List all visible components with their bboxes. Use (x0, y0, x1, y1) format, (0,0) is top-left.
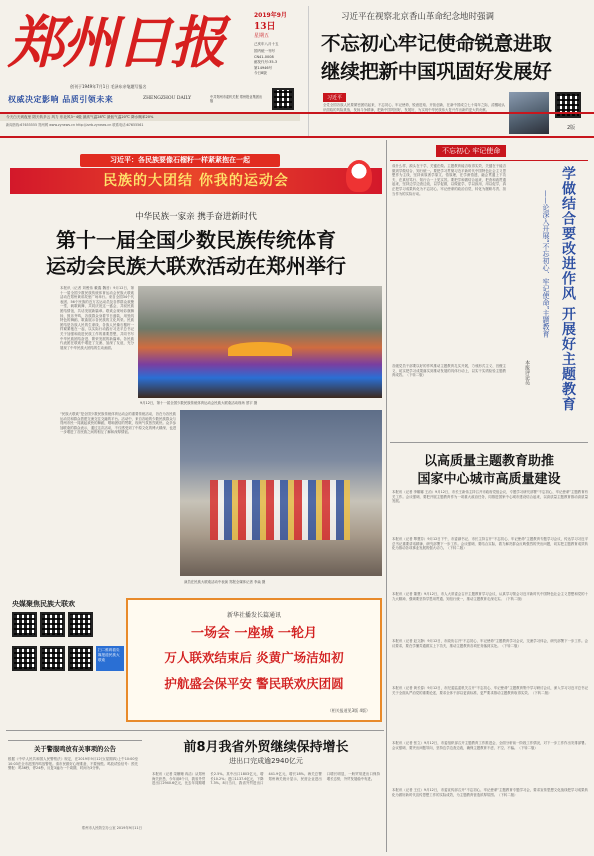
hotline-text: 新闻热线:67655555 郑州网 www.zynews.cn http://zzrb.zynews.cn 联系电话:67655561 (6, 123, 144, 127)
right-news-item: 本报讯（记者 赵文静）9月12日，市政协召开“不忘初心、牢记使命”主题教育学习会议，交流学习体会，研究部署下一步工作。会议要求，要在学懂弄通做实上下功夫，推动主题教育各项任务落到实处。（下转二版） (392, 639, 588, 648)
section-rule (0, 136, 594, 138)
notice-title: 关于警服鸣放有关事项的公告 (34, 746, 116, 753)
issue-weekday: 星期五 (254, 33, 270, 39)
lunar-date: 己亥年八月十五 (254, 42, 279, 46)
commentary-byline: 本报评论员 (524, 360, 530, 385)
banner-main-text: 民族的大团结 你我的运动会 (103, 173, 289, 189)
media-qr-code-1 (12, 612, 37, 637)
newspaper-logo: 郑州日报 (8, 10, 224, 76)
column-divider (386, 140, 387, 852)
dancers (210, 480, 350, 540)
top-story-tag: 习近平 (323, 93, 346, 102)
issue-date: 2019年9月 (254, 12, 287, 19)
trade-headline: 前8月我省外贸继续保持增长 (183, 740, 349, 755)
right-section-label: 不忘初心 牢记使命 (436, 145, 506, 157)
bottom-rule (6, 730, 384, 731)
banner-top-text: 习近平：各民族要像石榴籽一样紧紧抱在一起 (110, 156, 250, 164)
commentary-body: 成什么样，源头在于学，关键在做。主题教育能否取得实效，关键在于能否做到学做结合、知行统一。要把学习贯彻习近平新时代中国特色社会主义思想作为主线，坚持读原著学原文、悟原理，在学深悟透、融会贯通上下功夫，在真信笃行、知行合一上见实效。要把学和做结合起来，把查和改贯通起来，坚持边学边查边改，以学促做，以做促学，学以致用，用以促学，真正把学习成果转化为不忘初心、牢记使命的政治自觉，转化为履职尽责、担当作为的实际行动。 (392, 164, 506, 196)
issue-info: 国内统一刊号 CN41-0008 邮发代号:35-3 第14946号 今日8版 (254, 49, 278, 75)
trade-body: 本报讯（记者 栾姗姗 冉洁）从郑州海关获悉，今年前8个月，我省外贸进出口2940.6亿元，比去年同期增长2.5%。其中出口1803亿元，增长10.2%；进口1137.6亿元，下降7.3%。8月当月，我省外贸进出口441.9亿元，增长18%。海关总署郑州海关统计显示，民营企业进出口增长明显，一般贸易进出口保持增长态势，外贸发展稳中有进。 (152, 772, 380, 786)
media-qr-code-3 (68, 612, 93, 637)
top-story-kicker: 习近平在视察北京香山革命纪念地时强调 (341, 12, 495, 22)
date-panel (254, 10, 302, 77)
lead-body: 本报讯（记者 刘俊伟 戴鑫 魏晋）9月12日，第十一届全国少数民族传统体育运动会民族大联欢活动在郑州黄帝故里广场举行。来自全国34个代表团、56个民族的近万名运动员及各界群众欢聚一堂，载歌载舞，共同庆祝这一盛会，共叙民族团结情谊，共话发展新篇章。联欢会现场彩旗飘扬，鼓乐齐鸣，各族群众身着节日盛装，用独具特色的舞蹈、歌曲展示各民族的文化风采。民族团结是各族人民的生命线，各族人民像石榴籽一样紧紧抱在一起，以实际行动践行习近平总书记关于加强和改进民族工作的重要思想，共同书写中华民族团结奋进、繁荣发展的新篇章。各民族代表团在联欢中增进了交流、加深了友谊，充分展现了中华民族大团结的生动画面。 (60, 286, 134, 350)
right-news-list (392, 490, 588, 852)
banner-main (10, 168, 382, 194)
lead-headline-2: 运动会民族大联欢活动在郑州举行 (46, 254, 346, 278)
xinhua-line-3: 护航盛会保平安 警民联欢庆团圆 (164, 676, 344, 691)
slogan: 权威决定影响 品质引领未来 (8, 95, 114, 104)
xinhua-ref: （相关报道见3版 4版） (327, 708, 370, 713)
notice-box (8, 740, 142, 848)
top-story-summary: 全党全国各族人民要紧密团结起来，不忘初心、牢记使命，锐意进取、开拓创新，在新中国成立七十周年之际，清醒地认识面临的风险挑战，发扬斗争精神，把新中国巩固好、发展好，为实现中华民族伟大复兴作出新的更大的贡献。 (323, 103, 505, 112)
media-qr-code-2 (40, 612, 65, 637)
founding-line: 创刊于1949年7月1日 毛泽东亲笔题写报名 (70, 84, 147, 89)
right-headline-1: 以高质量主题教育助推 (423, 454, 554, 469)
media-qr-grid (12, 612, 124, 674)
lead-photo-1 (138, 286, 382, 398)
xinhua-line-1: 一场会 一座城 一轮月 (190, 626, 318, 641)
weather-text: 今天白天到夜里 阴天转多云 风力 东北风3~4级 最高气温28℃ 最低气温20℃ 降水概率20% (6, 115, 154, 119)
right-headline-2: 国家中心城市高质量建设 (417, 472, 561, 487)
right-news-item: 本报讯（记者 黄长春）9月12日，市纪委监委机关召开“不忘初心、牢记使命”主题教育集中学习研讨会议，深入学习习近平总书记关于全面从严治党的重要论述，要求全体干部以更高标准、更严要求推动主题教育取得实效。（下转二版） (392, 686, 588, 695)
xinhua-line-2: 万人联欢结束后 炎黄广场洁如初 (164, 650, 344, 665)
lead-photo-1-caption: 9月12日，第十一届全国少数民族传统体育运动会民族大联欢活动现场 蔡宇 摄 (140, 401, 258, 405)
slogan-en: ZHENGZHOU DAILY (143, 96, 192, 101)
top-story-qr-code (555, 92, 581, 118)
publisher-tagline: 中共郑州市委机关报 郑州报业集团出版 (210, 95, 263, 103)
notice-body: 根据《中华人民共和国人民警察法》规定，在2019年9月12日(星期四)上午10:00至10:03在全市范围内鸣放警报。请市民做好心理准备，不要惊慌。鸣放试验信号：预先警报：鸣36秒，停24秒，反复3遍为一个周期，时间为3分钟。 (8, 757, 138, 771)
media-qr-caption: 扫二维码看央媒报道民族大联欢 (96, 646, 124, 671)
lead-photo-2 (180, 410, 382, 576)
right-news-item: 本报讯（记者 张立）9月12日，市委组织部召开主题教育工作推进会，全面分析前一阶段工作情况，对下一步工作作出安排部署。会议强调，要突出问题导向，坚持边学边查边改，确保主题教育不虚、不空、不偏。（下转二版） (392, 741, 588, 750)
top-story-page-ref: 2版 (567, 125, 576, 131)
media-section-title: 央媒聚焦民族大联欢 (12, 600, 75, 608)
masthead-qr-code (272, 88, 294, 110)
right-news-item: 本报讯（记者 董慧）9月12日，市人大常委会召开主题教育学习会议，认真学习领会习近平新时代中国特色社会主义思想和党的十九大精神，强调要坚持学思用贯通、知信行统一，推动主题教育走深走实。（下转二版） (392, 592, 588, 601)
commentary-body-tail: 各级党员干部要以好的作风推动主题教育扎实开展，力戒形式主义、官僚主义，切实把学习成果落实到推动发展的具体行动上，以实干实绩检验主题教育成效。（下转二版） (392, 364, 506, 378)
lead-kicker: 中华民族一家亲 携手奋进新时代 (135, 212, 257, 222)
lead-headline-1: 第十一届全国少数民族传统体育 (56, 228, 336, 252)
weather-strip (0, 114, 300, 121)
top-story-box (308, 6, 588, 136)
lead-body-continued: “民族大联欢”是全国少数民族传统体育运动会的重要传统活动，旨在为各民族运动员和群众搭建交流交往交融的平台。活动中，来自各地的少数民族群众与郑州市民一同跳起欢快的舞蹈，唱响团结的赞歌，现场气氛热烈欢快。众多参加联欢的群众表示，通过这次活动，不仅感受到了中原文化的博大精深，也进一步增进了各民族之间的相互了解和深厚情谊。 (60, 412, 176, 435)
right-news-item: 本报讯（记者 覃慧芬）9月12日下午，市委副书记、市长主持召开“不忘初心、牢记使命”主题教育专题学习会议，传达学习习近平总书记重要讲话精神，研究部署下一步工作。会议强调，要结合实际，着力解决群众反映强烈的突出问题，切实把主题教育成效转化为推动各项事业发展的强大动力。（下转二版） (392, 537, 588, 551)
notice-sign: 郑州市人民防空办公室 2019年9月11日 (81, 826, 142, 830)
right-divider (390, 442, 588, 443)
commentary-vertical-title: 学做结合要改进作风 开展好主题教育 (560, 166, 576, 412)
banner-top (80, 154, 280, 167)
lead-photo-2-caption: 演员在民族大联欢活动中表演 郑报全媒体记者 李焱 摄 (184, 580, 266, 584)
media-qr-code-6 (68, 646, 93, 671)
xinhua-kicker: 新华社播发长篇通讯 (226, 612, 281, 619)
media-qr-code-4 (12, 646, 37, 671)
right-news-item: 本报讯（记者 李娜娜 王治）9月12日，市长王新伟主持召开市政府党组会议，专题学习研究部署“不忘初心、牢记使命”主题教育有关工作。会议强调，要把开展主题教育作为一项重大政治任务，同推进国家中心城市建设结合起来，以高质量主题教育推动高质量发展。 (392, 490, 588, 504)
masthead-rule (0, 112, 594, 114)
right-section-rule (390, 160, 588, 161)
media-qr-code-5 (40, 646, 65, 671)
mascot-icon (346, 160, 372, 192)
issue-day: 13日 (254, 22, 276, 32)
stage-decoration (228, 342, 292, 356)
right-news-item: 本报讯（记者 王红）9月12日，市委宣传部召开“不忘初心、牢记使命”主题教育专题学习会，要求宣传思想文化战线把学习成果转化为做好新时代宣传思想工作的实际成效，为主题教育营造浓厚氛围。（下转二版） (392, 788, 588, 797)
trade-subheadline: 进出口完成逾2940亿元 (229, 757, 303, 765)
commentary-vertical-sub: ——论深入开展“不忘初心、牢记使命”主题教育 (542, 190, 550, 338)
top-story-headline-1: 不忘初心牢记使命锐意进取 (321, 32, 552, 55)
top-story-headline-2: 继续把新中国巩固好发展好 (321, 60, 552, 83)
xinhua-box (126, 598, 382, 722)
